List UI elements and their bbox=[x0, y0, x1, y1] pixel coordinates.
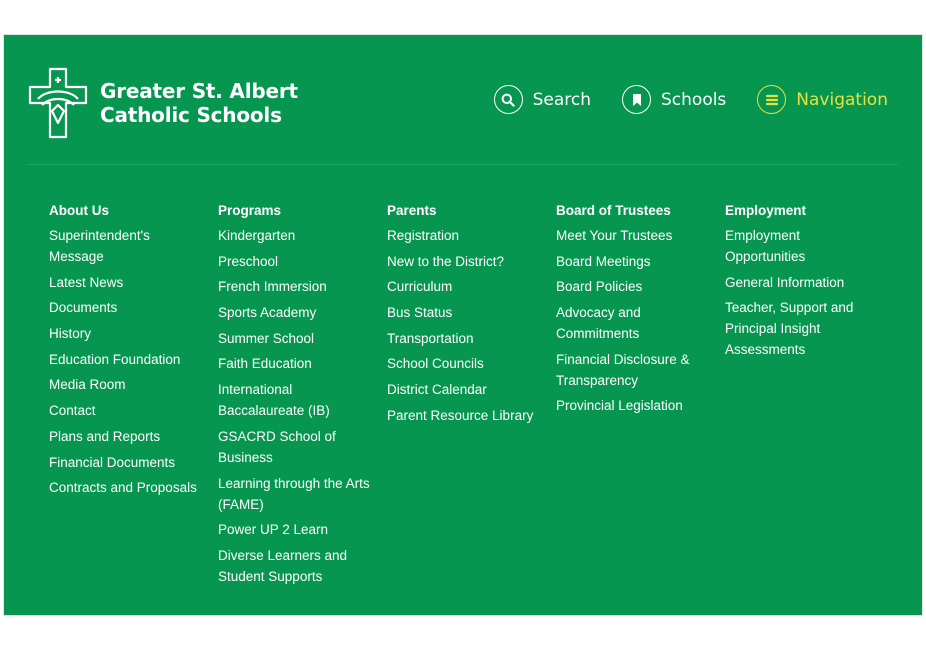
menu-link[interactable]: Transportation bbox=[387, 330, 474, 346]
bookmark-icon bbox=[622, 85, 651, 114]
menu-link[interactable]: Teacher, Support and Principal Insight Assessments bbox=[725, 300, 854, 358]
menu-column bbox=[218, 200, 387, 592]
menu-link[interactable]: Plans and Reports bbox=[49, 428, 161, 444]
menu-column bbox=[725, 200, 894, 592]
menu-link[interactable]: Summer School bbox=[218, 330, 315, 346]
menu-column-heading[interactable]: Board of Trustees bbox=[556, 203, 671, 218]
menu-link[interactable]: Sports Academy bbox=[218, 305, 317, 321]
menu-link[interactable]: Financial Disclosure & Transparency bbox=[556, 351, 690, 388]
navigation-button[interactable] bbox=[757, 85, 888, 114]
menu-link[interactable]: Kindergarten bbox=[218, 228, 296, 243]
schools-button[interactable] bbox=[622, 85, 726, 114]
menu-link[interactable]: Meet Your Trustees bbox=[556, 228, 673, 243]
brand-line-2: Catholic Schools bbox=[100, 103, 282, 127]
menu-icon bbox=[757, 85, 786, 114]
menu-link[interactable]: Board Meetings bbox=[556, 253, 651, 269]
menu-link[interactable]: Advocacy and Commitments bbox=[556, 305, 641, 342]
menu-column bbox=[556, 200, 725, 592]
menu-link[interactable]: Education Foundation bbox=[49, 351, 181, 367]
menu-link[interactable]: Board Policies bbox=[556, 279, 643, 295]
menu-link[interactable]: Latest News bbox=[49, 274, 124, 290]
menu-link[interactable]: Employment Opportunities bbox=[725, 228, 806, 264]
menu-link[interactable]: Provincial Legislation bbox=[556, 398, 683, 414]
menu-column-heading[interactable]: About Us bbox=[49, 203, 109, 218]
menu-columns bbox=[49, 200, 894, 592]
menu-link[interactable]: General Information bbox=[725, 274, 845, 290]
menu-link[interactable]: Power UP 2 Learn bbox=[218, 522, 329, 538]
menu-link[interactable]: French Immersion bbox=[218, 279, 327, 295]
menu-column bbox=[49, 200, 218, 592]
menu-link[interactable]: Preschool bbox=[218, 253, 279, 269]
search-label: Search bbox=[532, 89, 591, 110]
logo[interactable] bbox=[28, 67, 298, 139]
header-divider bbox=[28, 164, 898, 165]
menu-link[interactable]: Contact bbox=[49, 403, 96, 419]
menu-link[interactable]: Curriculum bbox=[387, 279, 453, 295]
menu-link[interactable]: Contracts and Proposals bbox=[49, 480, 197, 496]
menu-list bbox=[387, 225, 556, 426]
menu-link[interactable]: Diverse Learners and Student Supports bbox=[218, 547, 348, 584]
menu-link[interactable]: Bus Status bbox=[387, 305, 453, 321]
search-button[interactable] bbox=[494, 85, 591, 114]
menu-column-heading[interactable]: Parents bbox=[387, 203, 437, 218]
menu-link[interactable]: Faith Education bbox=[218, 356, 312, 372]
menu-column-heading[interactable]: Employment bbox=[725, 203, 807, 218]
navigation-label: Navigation bbox=[796, 89, 888, 110]
menu-column bbox=[387, 200, 556, 592]
menu-link[interactable]: New to the District? bbox=[387, 253, 505, 269]
menu-list bbox=[49, 225, 218, 498]
header-actions bbox=[463, 85, 888, 114]
menu-link[interactable]: District Calendar bbox=[387, 382, 487, 398]
menu-list bbox=[725, 225, 894, 360]
menu-link[interactable]: History bbox=[49, 326, 92, 342]
menu-link[interactable]: Media Room bbox=[49, 377, 126, 393]
menu-list bbox=[556, 225, 725, 416]
brand-line-1: Greater St. Albert bbox=[100, 79, 298, 103]
schools-label: Schools bbox=[661, 89, 727, 110]
menu-link[interactable]: Parent Resource Library bbox=[387, 407, 534, 423]
menu-link[interactable]: Learning through the Arts (FAME) bbox=[218, 475, 370, 512]
menu-link[interactable]: GSACRD School of Business bbox=[218, 428, 336, 465]
menu-link[interactable]: Superintendent's Message bbox=[49, 228, 150, 264]
menu-link[interactable]: Registration bbox=[387, 228, 460, 243]
menu-link[interactable]: School Councils bbox=[387, 356, 484, 372]
menu-column-heading[interactable]: Programs bbox=[218, 203, 282, 218]
menu-link[interactable]: Financial Documents bbox=[49, 454, 176, 470]
search-icon bbox=[494, 85, 523, 114]
navigation-panel bbox=[3, 34, 923, 616]
cross-logo-icon bbox=[28, 67, 88, 139]
menu-link[interactable]: International Baccalaureate (IB) bbox=[218, 382, 330, 419]
brand-name bbox=[100, 79, 298, 127]
menu-link[interactable]: Documents bbox=[49, 300, 118, 316]
menu-list bbox=[218, 225, 387, 587]
